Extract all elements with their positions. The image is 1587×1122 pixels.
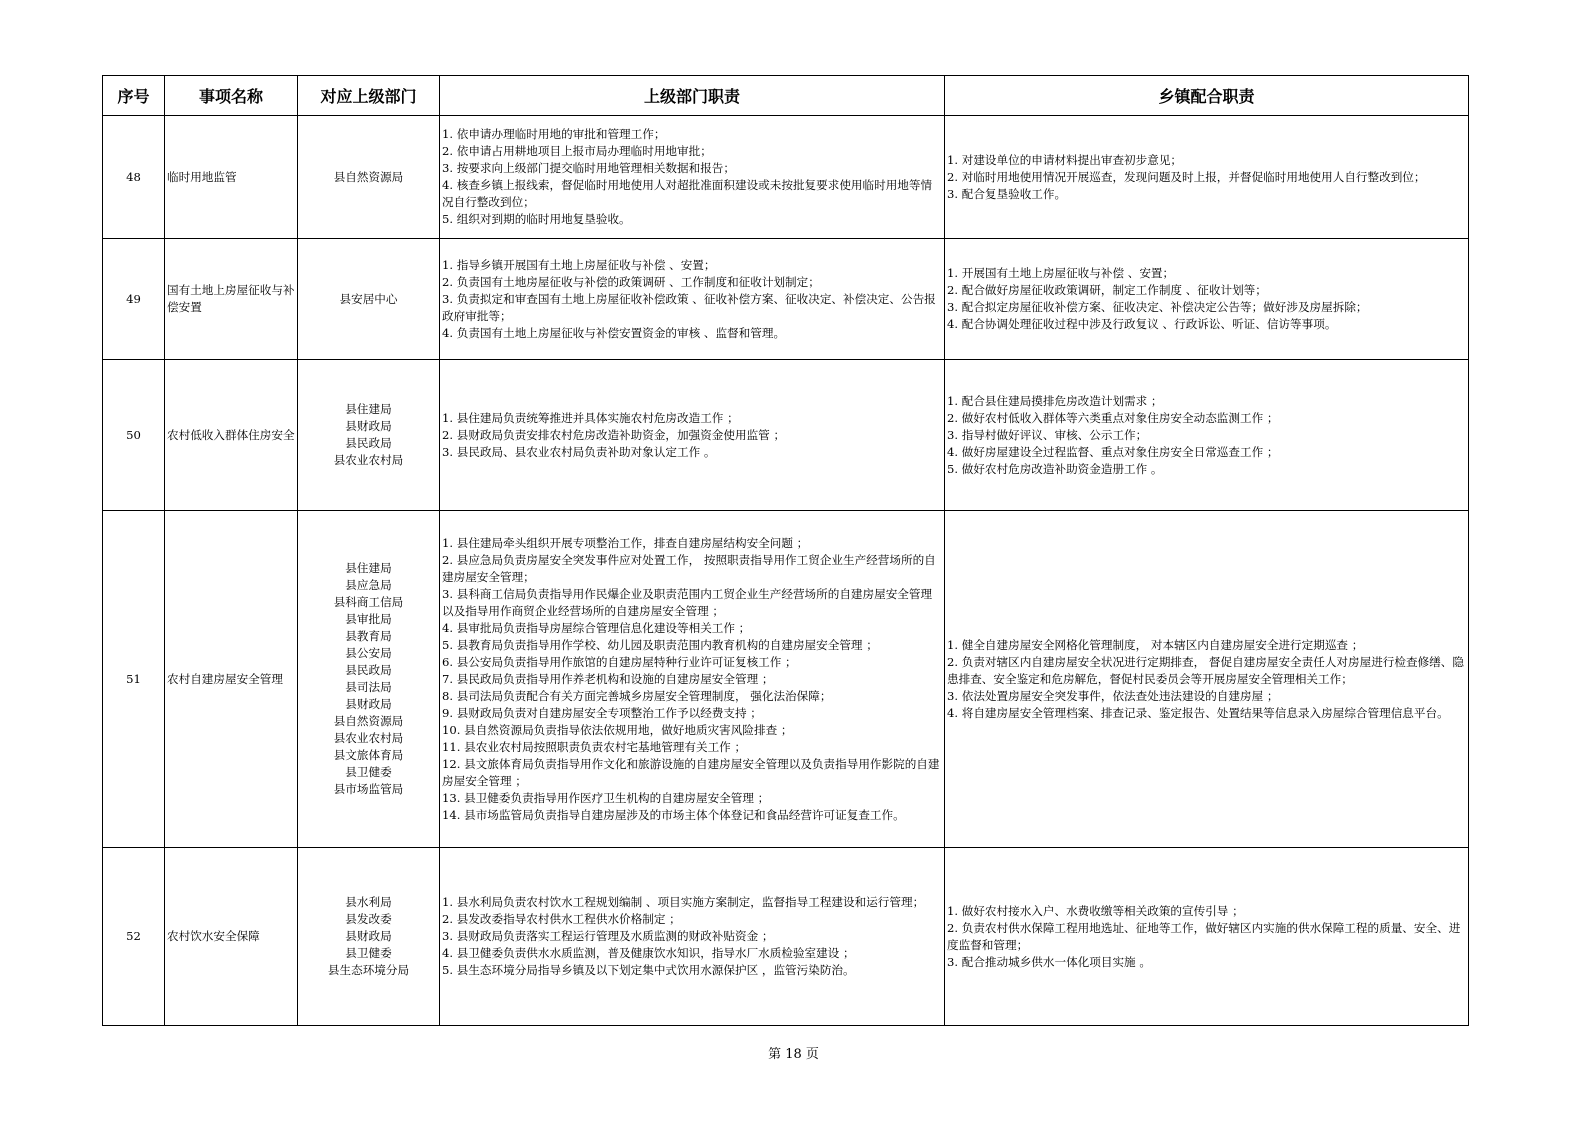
table-row [103, 360, 1469, 511]
cell-duty-line: 9. 县财政局负责对自建房屋安全专项整治工作予以经费支持 ； [442, 705, 762, 720]
cell-town-duty-line: 1. 健全自建房屋安全网格化管理制度， 对本辖区内自建房屋安全进行定期巡查 ； [947, 637, 1364, 652]
cell-duty-line: 4. 核查乡镇上报线索，督促临时用地使用人对超批准面积建设或未按批复要求使用临时用地等情况自行整改到位； [442, 178, 933, 209]
cell-town-duty-line: 2. 做好农村低收入群体等六类重点对象住房安全动态监测工作 ； [947, 410, 1279, 425]
cell-town-duty [945, 360, 1469, 511]
cell-dept-line: 县财政局 [345, 929, 392, 943]
cell-duty-line: 7. 县民政局负责指导用作养老机构和设施的自建房屋安全管理 ； [442, 671, 774, 686]
cell-duty-line: 4. 负责国有土地上房屋征收与补偿安置资金的审核 、监督和管理。 [442, 325, 786, 340]
table-row [103, 511, 1469, 848]
header-town: 乡镇配合职责 [945, 76, 1469, 116]
cell-duty-line: 13. 县卫健委负责指导用作医疗卫生机构的自建房屋安全管理 ； [442, 790, 770, 805]
cell-duty-line: 2. 县财政局负责安排农村危房改造补助资金，加强资金使用监管 ； [442, 427, 786, 442]
cell-town-duty-line: 3. 配合复垦验收工作。 [947, 186, 1067, 201]
cell-dept-line: 县教育局 [345, 629, 392, 643]
cell-duty [440, 848, 945, 1026]
table-body [103, 116, 1469, 1026]
table-row [103, 116, 1469, 239]
cell-dept [298, 116, 440, 239]
cell-town-duty-line: 3. 依法处置房屋安全突发事件，依法查处违法建设的自建房屋 ； [947, 688, 1279, 703]
cell-town-duty-line: 4. 配合协调处理征收过程中涉及行政复议 、行政诉讼、听证、信访等事项。 [947, 317, 1337, 331]
cell-duty-line: 3. 县财政局负责落实工程运行管理及水质监测的财政补贴资金 ； [442, 929, 774, 943]
cell-dept-line: 县财政局 [345, 419, 392, 433]
cell-dept-line: 县公安局 [345, 646, 392, 660]
cell-dept-line: 县住建局 [345, 402, 392, 416]
cell-duty-line: 2. 依申请占用耕地项目上报市局办理临时用地审批； [442, 144, 712, 158]
cell-town-duty-line: 2. 负责农村供水保障工程用地选址、征地等工作，做好辖区内实施的供水保障工程的质量、安全、进度监督和管理； [947, 920, 1461, 952]
cell-duty-line: 5. 县生态环境分局指导乡镇及以下划定集中式饮用水源保护区 ，监管污染防治。 [442, 963, 855, 977]
cell-dept-line: 县住建局 [345, 561, 392, 575]
cell-town-duty-line: 2. 负责对辖区内自建房屋安全状况进行定期排查， 督促自建房屋安全责任人对房屋进行检查修缮、隐患排查、安全鉴定和危房解危，督促村民委员会等开展房屋安全管理相关工作； [947, 654, 1464, 686]
cell-dept-line: 县司法局 [345, 680, 392, 694]
cell-town-duty [945, 116, 1469, 239]
cell-duty-line: 10. 县自然资源局负责指导依法依规用地，做好地质灾害风险排查 ； [442, 722, 793, 737]
cell-duty-line: 2. 县应急局负责房屋安全突发事件应对处置工作， 按照职责指导用作工贸企业生产经营场所的自建房屋安全管理； [442, 552, 936, 584]
cell-duty-line: 12. 县文旅体育局负责指导用作文化和旅游设施的自建房屋安全管理以及负责指导用作影院的自建房屋安全管理 ； [442, 756, 940, 788]
cell-town-duty-line: 3. 配合拟定房屋征收补偿方案、征收决定、补偿决定公告等；做好涉及房屋拆除； [947, 300, 1368, 314]
cell-item-name: 国有土地上房屋征收与补偿安置 [165, 239, 298, 360]
cell-duty-line: 2. 县发改委指导农村供水工程供水价格制定 ； [442, 912, 681, 926]
cell-town-duty-line: 1. 做好农村接水入户、水费收缴等相关政策的宣传引导 ； [947, 903, 1244, 918]
cell-duty-line: 3. 县科商工信局负责指导用作民爆企业及职责范围内工贸企业生产经营场所的自建房屋安全管理以及指导用作商贸企业经营场所的自建房屋安全管理 ； [442, 586, 933, 618]
cell-duty [440, 239, 945, 360]
cell-duty-line: 4. 县卫健委负责供水水质监测，普及健康饮水知识，指导水厂水质检验室建设 ； [442, 946, 855, 960]
cell-no: 48 [103, 116, 165, 239]
cell-dept-line: 县农业农村局 [333, 731, 404, 745]
cell-dept-line: 县民政局 [345, 663, 392, 677]
cell-duty-line: 2. 负责国有土地房屋征收与补偿的政策调研 、工作制度和征收计划制定； [442, 274, 820, 289]
cell-duty [440, 511, 945, 848]
cell-dept-line: 县水利局 [345, 895, 392, 909]
cell-duty-line: 3. 按要求向上级部门提交临时用地管理相关数据和报告； [442, 161, 735, 175]
table-header-row [103, 76, 1469, 116]
cell-dept-line: 县自然资源局 [333, 714, 404, 728]
cell-duty [440, 360, 945, 511]
cell-dept-line: 县文旅体育局 [333, 748, 404, 762]
cell-town-duty-line: 2. 对临时用地使用情况开展巡查，发现问题及时上报，并督促临时用地使用人自行整改到位； [947, 169, 1426, 184]
cell-dept-line: 县市场监管局 [333, 782, 404, 796]
cell-no: 52 [103, 848, 165, 1026]
cell-town-duty-line: 4. 做好房屋建设全过程监督、重点对象住房安全日常巡查工作 ； [947, 444, 1279, 459]
cell-dept-line: 县财政局 [345, 697, 392, 711]
cell-town-duty [945, 511, 1469, 848]
cell-town-duty-line: 4. 将自建房屋安全管理档案、排查记录、鉴定报告、处置结果等信息录入房屋综合管理信息平台。 [947, 705, 1449, 720]
cell-duty-line: 8. 县司法局负责配合有关方面完善城乡房屋安全管理制度， 强化法治保障； [442, 688, 832, 703]
table-row [103, 239, 1469, 360]
cell-duty-line: 1. 指导乡镇开展国有土地上房屋征收与补偿 、安置； [442, 257, 716, 272]
cell-dept-line: 县安居中心 [339, 291, 398, 306]
cell-town-duty-line: 3. 配合推动城乡供水一体化项目实施 。 [947, 954, 1151, 969]
header-duty: 上级部门职责 [440, 76, 945, 116]
table-row [103, 848, 1469, 1026]
cell-no: 51 [103, 511, 165, 848]
cell-duty-line: 6. 县公安局负责指导用作旅馆的自建房屋特种行业许可证复核工作 ； [442, 654, 797, 669]
cell-town-duty-line: 1. 配合县住建局摸排危房改造计划需求 ； [947, 393, 1163, 408]
cell-duty-line: 5. 县教育局负责指导用作学校、幼儿园及职责范围内教育机构的自建房屋安全管理 ； [442, 637, 878, 652]
cell-duty-line: 3. 负责拟定和审查国有土地上房屋征收补偿政策 、征收补偿方案、征收决定、补偿决定、公告报政府审批等； [442, 291, 936, 323]
cell-duty-line: 3. 县民政局、县农业农村局负责补助对象认定工作 。 [442, 444, 716, 459]
cell-dept-line: 县卫健委 [345, 765, 392, 779]
header-name: 事项名称 [165, 76, 298, 116]
cell-town-duty-line: 5. 做好农村危房改造补助资金造册工作 。 [947, 461, 1163, 476]
cell-no: 50 [103, 360, 165, 511]
cell-town-duty-line: 3. 指导村做好评议、审核、公示工作； [947, 427, 1148, 442]
cell-item-name: 农村低收入群体住房安全 [165, 360, 298, 511]
cell-town-duty-line: 1. 对建设单位的申请材料提出审查初步意见； [947, 152, 1183, 167]
cell-town-duty [945, 848, 1469, 1026]
cell-dept-line: 县发改委 [345, 912, 392, 926]
cell-duty-line: 11. 县农业农村局按照职责负责农村宅基地管理有关工作 ； [442, 739, 747, 754]
cell-duty-line: 4. 县审批局负责指导房屋综合管理信息化建设等相关工作 ； [442, 620, 751, 635]
cell-item-name: 农村自建房屋安全管理 [165, 511, 298, 848]
cell-dept-line: 县审批局 [345, 612, 392, 626]
cell-duty-line: 14. 县市场监管局负责指导自建房屋涉及的市场主体个体登记和食品经营许可证复查工作。 [442, 807, 905, 822]
header-dept: 对应上级部门 [298, 76, 440, 116]
cell-dept-line: 县民政局 [345, 436, 392, 450]
cell-dept [298, 239, 440, 360]
cell-dept-line: 县生态环境分局 [327, 963, 410, 977]
cell-dept-line: 县卫健委 [345, 946, 392, 960]
cell-duty-line: 1. 依申请办理临时用地的审批和管理工作； [442, 127, 666, 141]
cell-dept [298, 360, 440, 511]
cell-duty-line: 5. 组织对到期的临时用地复垦验收。 [442, 212, 631, 226]
cell-dept [298, 848, 440, 1026]
cell-dept-line: 县应急局 [345, 578, 392, 592]
cell-duty-line: 1. 县水利局负责农村饮水工程规划编制 、项目实施方案制定，监督指导工程建设和运行管理； [442, 895, 925, 909]
cell-town-duty-line: 2. 配合做好房屋征收政策调研，制定工作制度 、征收计划等； [947, 283, 1267, 297]
page-number: 第 18 页 [768, 1047, 819, 1062]
cell-duty-line: 1. 县住建局牵头组织开展专项整治工作，排查自建房屋结构安全问题 ； [442, 535, 809, 550]
cell-town-duty [945, 239, 1469, 360]
duty-table [102, 75, 1469, 1026]
cell-item-name: 农村饮水安全保障 [165, 848, 298, 1026]
cell-duty [440, 116, 945, 239]
cell-no: 49 [103, 239, 165, 360]
cell-item-name: 临时用地监管 [165, 116, 298, 239]
header-no: 序号 [103, 76, 165, 116]
cell-dept-line: 县科商工信局 [333, 595, 404, 609]
cell-town-duty-line: 1. 开展国有土地上房屋征收与补偿 、安置； [947, 266, 1175, 280]
cell-dept-line: 县农业农村局 [333, 453, 404, 467]
cell-dept-line: 县自然资源局 [333, 169, 404, 184]
cell-duty-line: 1. 县住建局负责统筹推进并具体实施农村危房改造工作 ； [442, 410, 739, 425]
cell-dept [298, 511, 440, 848]
